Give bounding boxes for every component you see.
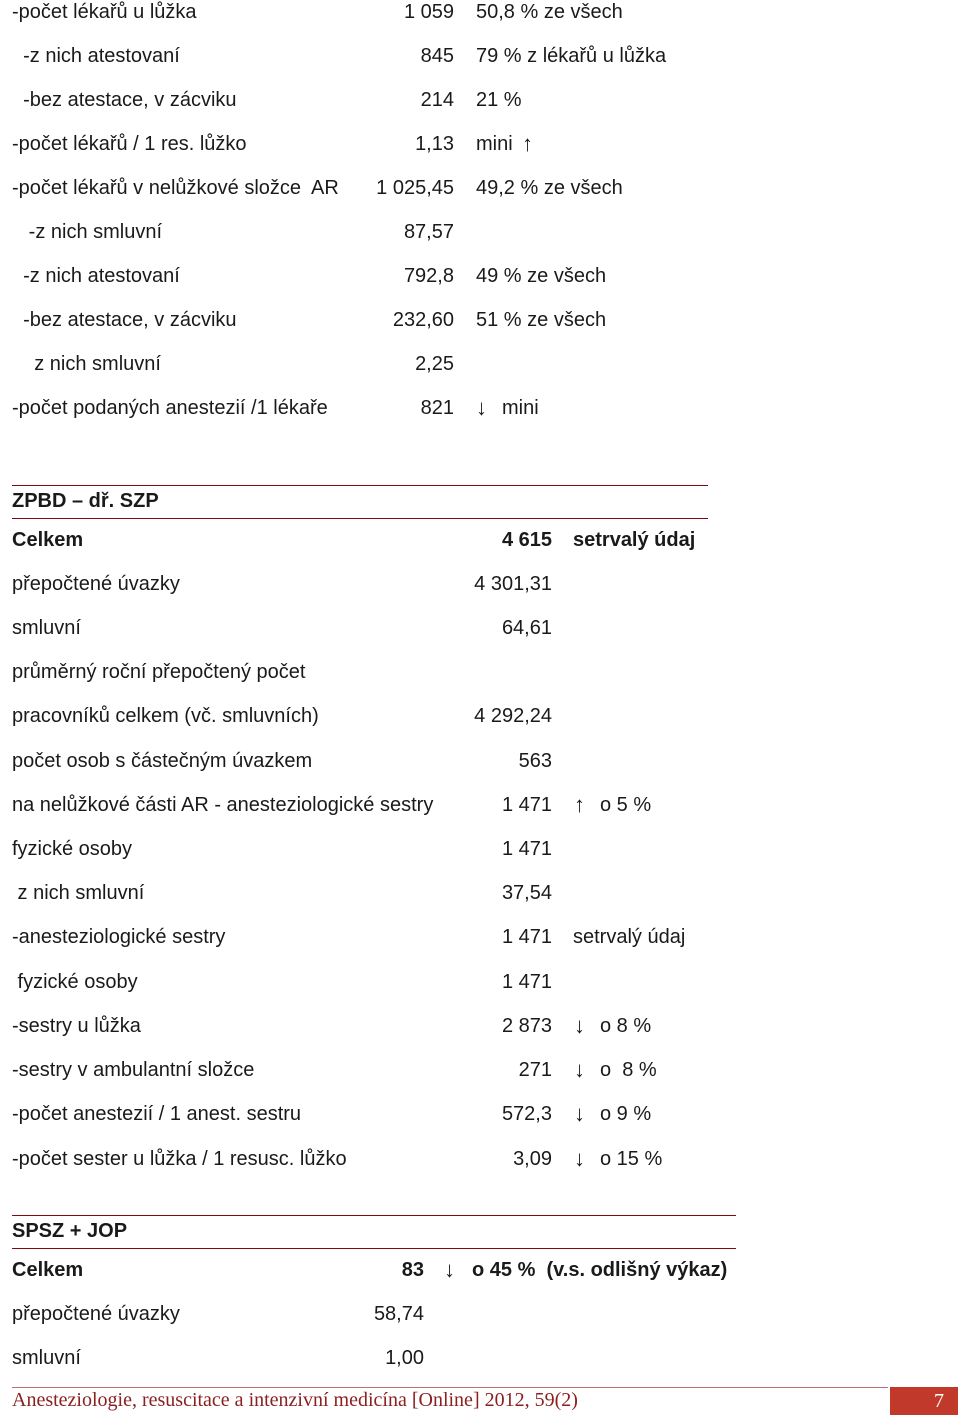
table-row [0,264,960,308]
row-label: -z nich atestovaní [12,45,180,67]
row-label: -sestry v ambulantní složce [12,1059,255,1081]
row-label: -počet podaných anestezií /1 lékaře [12,397,328,419]
row-value: 845 [420,45,454,67]
row-note: 49,2 % ze všech [476,177,623,199]
row-label: pracovníků celkem (vč. smluvních) [12,705,319,727]
row-label: počet osob s částečným úvazkem [12,750,313,772]
row-value: 4 292,24 [474,705,552,727]
row-note: o 8 % [600,1015,652,1037]
row-value: 792,8 [403,265,454,287]
row-label: -počet lékařů v nelůžkové složce AR [12,177,339,199]
row-label: -z nich smluvní [12,221,163,243]
row-value: 214 [420,89,454,111]
page-footer [0,1387,960,1417]
row-value: 1 471 [501,794,552,816]
row-value: 1 471 [501,926,552,948]
row-value: 4 301,31 [474,573,552,595]
table-row [0,704,960,748]
table-row [0,396,960,440]
arrow-down-icon: ↓ [574,1146,585,1171]
row-label: fyzické osoby [12,971,138,993]
row-label: Celkem [12,1259,84,1281]
row-value: 64,61 [501,617,552,639]
row-label: z nich smluvní [12,882,145,904]
row-label: -počet sester u lůžka / 1 resusc. lůžko [12,1148,347,1170]
row-note: o 45 % (v.s. odlišný výkaz) [472,1259,728,1281]
row-value: 1 025,45 [376,177,454,199]
row-value: 2 873 [501,1015,552,1037]
row-label: Celkem [12,529,84,551]
row-label: -počet lékařů / 1 res. lůžko [12,133,247,155]
row-label: -bez atestace, v zácviku [12,309,237,331]
row-note: o 5 % [600,794,652,816]
table-row [0,837,960,881]
arrow-up-icon: ↑ [574,792,585,817]
table-row [0,0,960,44]
section-rule-top [12,1215,736,1216]
row-note: setrvalý údaj [573,926,686,948]
section-title: ZPBD – dř. SZP [12,490,159,512]
row-value: 1 471 [501,838,552,860]
row-value: 821 [420,397,454,419]
table-row [0,970,960,1014]
table-row [0,44,960,88]
row-note: 49 % ze všech [476,265,607,287]
row-value: 271 [518,1059,552,1081]
row-value: 1 059 [403,1,454,23]
row-value: 37,54 [501,882,552,904]
row-note: 51 % ze všech [476,309,607,331]
table-row [0,176,960,220]
row-label: smluvní [12,617,81,639]
row-note: 21 % [476,89,522,111]
row-label: přepočtené úvazky [12,573,180,595]
row-value: 232,60 [392,309,454,331]
row-note: 79 % z lékařů u lůžka [476,45,667,67]
table-row [0,1014,960,1058]
table-row [0,881,960,925]
arrow-down-icon: ↓ [444,1257,455,1282]
row-value: 3,09 [513,1148,552,1170]
table-row [0,528,960,572]
row-label: průměrný roční přepočtený počet [12,661,306,683]
row-value: 87,57 [403,221,454,243]
row-label: -sestry u lůžka [12,1015,141,1037]
row-label: -počet anestezií / 1 anest. sestru [12,1103,302,1125]
table-row [0,1147,960,1191]
row-note: o 9 % [600,1103,652,1125]
row-value: 1,13 [415,133,454,155]
table-row [0,352,960,396]
row-label: z nich smluvní [12,353,161,375]
arrow-down-icon: ↓ [574,1101,585,1126]
table-row [0,1346,960,1390]
table-row [0,925,960,969]
row-label: smluvní [12,1347,81,1369]
table-row [0,749,960,793]
row-value: 1,00 [385,1347,424,1369]
table-row [0,88,960,132]
section-rule-top [12,485,708,486]
row-value: 563 [518,750,552,772]
row-label: -počet lékařů u lůžka [12,1,197,23]
section-rule-bottom [12,518,708,519]
table-row [0,308,960,352]
row-note: 50,8 % ze všech [476,1,623,23]
row-label: fyzické osoby [12,838,133,860]
row-note: mini [502,397,539,419]
row-label: -bez atestace, v zácviku [12,89,237,111]
row-note: setrvalý údaj [573,529,696,551]
journal-citation: Anesteziologie, resuscitace a intenzivní medicína [Online] 2012, 59(2) [12,1389,578,1411]
table-row [0,572,960,616]
table-row [0,1258,960,1302]
table-row [0,220,960,264]
table-row [0,132,960,176]
row-value: 4 615 [501,529,552,551]
row-label: na nelůžkové části AR - anesteziologické sestry [12,794,434,816]
footer-rule [12,1387,888,1388]
table-row [0,616,960,660]
arrow-down-icon: ↓ [574,1057,585,1082]
table-row [0,1058,960,1102]
row-label: -z nich atestovaní [12,265,180,287]
row-note: mini [476,133,513,155]
row-value: 83 [401,1259,424,1281]
arrow-down-icon: ↓ [574,1013,585,1038]
section-rule-bottom [12,1248,736,1249]
row-note: o 8 % [600,1059,657,1081]
row-value: 58,74 [373,1303,424,1325]
section-heading [0,1219,960,1263]
row-label: -anesteziologické sestry [12,926,226,948]
row-value: 1 471 [501,971,552,993]
row-note: o 15 % [600,1148,663,1170]
page-number: 7 [890,1387,958,1415]
section-heading [0,489,960,533]
table-row [0,1302,960,1346]
arrow-up-icon: ↑ [522,131,533,156]
section-title: SPSZ + JOP [12,1220,128,1242]
row-label: přepočtené úvazky [12,1303,180,1325]
table-row [0,1102,960,1146]
row-value: 572,3 [501,1103,552,1125]
arrow-down-icon: ↓ [476,395,487,420]
table-row [0,660,960,704]
table-row [0,793,960,837]
row-value: 2,25 [415,353,454,375]
